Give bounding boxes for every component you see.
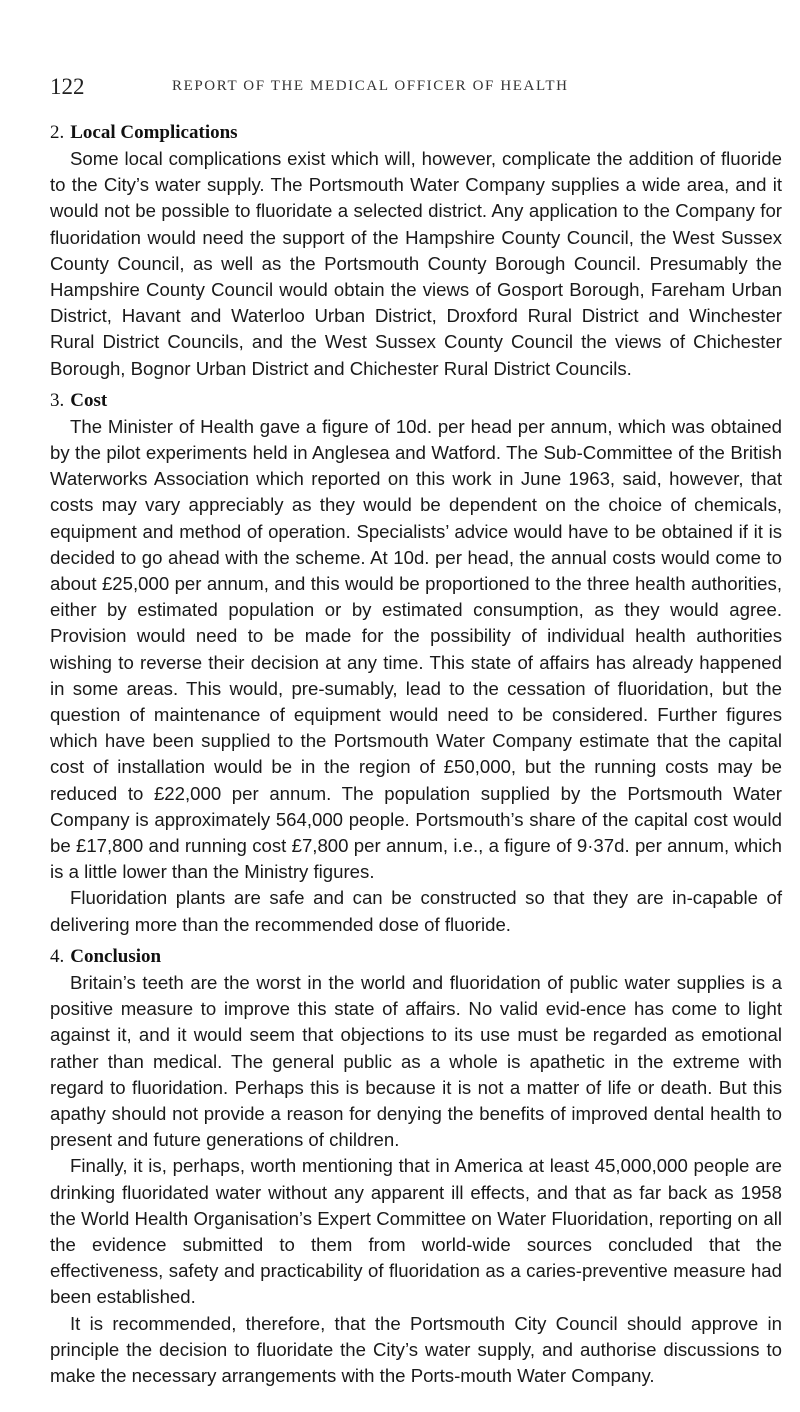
section-local-complications [50, 120, 782, 382]
paragraph: Finally, it is, perhaps, worth mentioning that in America at least 45,000,000 people are drinking fluoridated water without any apparent ill effects, and that as far back as 1958 the World Health Organisation’s Expert Committee on Water Fluoridation, reporting on all the evidence submitted to them from world-wide sources concluded that the effectiveness, safety and practicability of fluoridation as a caries-preventive measure had been established. [50, 1155, 782, 1308]
section-heading [50, 120, 782, 146]
body-text [50, 120, 782, 1395]
section-heading [50, 944, 782, 970]
section-number: 3. [50, 389, 65, 411]
section-title: Cost [70, 389, 108, 411]
section-title: Local Complications [70, 122, 238, 143]
section-title: Conclusion [70, 945, 162, 967]
paragraph: It is recommended, therefore, that the Portsmouth City Council should approve in principle the decision to fluoridate the City’s water supply, and authorise discussions to make the necessary arrangements with the Ports-mouth Water Company. [50, 1312, 782, 1386]
section-conclusion [50, 944, 782, 1389]
running-head: REPORT OF THE MEDICAL OFFICER OF HEALTH [172, 78, 569, 94]
section-cost [50, 388, 782, 938]
section-heading [50, 388, 782, 414]
paragraph: The Minister of Health gave a figure of 10d. per head per annum, which was obtained by the pilot experiments held in Anglesea and Watford. The Sub-Committee of the British Waterworks Association which reported on this work in June 1963, said, however, that costs may vary appreciably as they would be dependent on the choice of chemicals, equipment and method of operation. Specialists’ advice would have to be obtained if it is decided to go ahead with the scheme. At 10d. per head, the annual costs would come to about £25,000 per annum, and this would be proportioned to the three health authorities, either by estimated population or by estimated consumption, as they would agree. Provision would need to be made for the possibility of individual health authorities wishing to reverse their decision at any time. This state of affairs has already happened in some areas. This would, pre-sumably, lead to the cessation of fluoridation, but the question of maintenance of equipment would need to be considered. Further figures which have been supplied to the Portsmouth Water Company estimate that the capital cost of installation would be in the region of £50,000, but the running costs may be reduced to £22,000 per annum. The population supplied by the Portsmouth Water Company is approximately 564,000 people. Portsmouth’s share of the capital cost would be £17,800 and running cost £7,800 per annum, i.e., a figure of 9·37d. per annum, which is a little lower than the Ministry figures. [50, 415, 782, 883]
section-number: 2. [50, 122, 65, 143]
paragraph: Fluoridation plants are safe and can be constructed so that they are in-capable of delivering more than the recommended dose of fluoride. [50, 887, 782, 935]
paragraph: Britain’s teeth are the worst in the world and fluoridation of public water supplies is a positive measure to improve this state of affairs. No valid evid-ence has come to light against it, and it would seem that objections to its use must be regarded as emotional rather than medical. The general public as a whole is apathetic in the extreme with regard to fluoridation. Perhaps this is because it is not a matter of life or death. But this apathy should not provide a reason for denying the benefits of improved dental health to present and future generations of children. [50, 971, 782, 1151]
page-number: 122 [50, 74, 85, 99]
page-header [50, 74, 750, 104]
paragraph: Some local complications exist which will, however, complicate the addition of fluoride to the City’s water supply. The Portsmouth Water Company supplies a wide area, and it would not be possible to fluoridate a selected district. Any application to the Company for fluoridation would need the support of the Hampshire County Council, the West Sussex County Council, as well as the Portsmouth County Borough Council. Presumably the Hampshire County Council would obtain the views of Gosport Borough, Fareham Urban District, Havant and Waterloo Urban District, Droxford Rural District and Winchester Rural District Councils, and the West Sussex County Council the views of Chichester Borough, Bognor Urban District and Chichester Rural District Councils. [50, 148, 782, 379]
section-number: 4. [50, 945, 65, 967]
